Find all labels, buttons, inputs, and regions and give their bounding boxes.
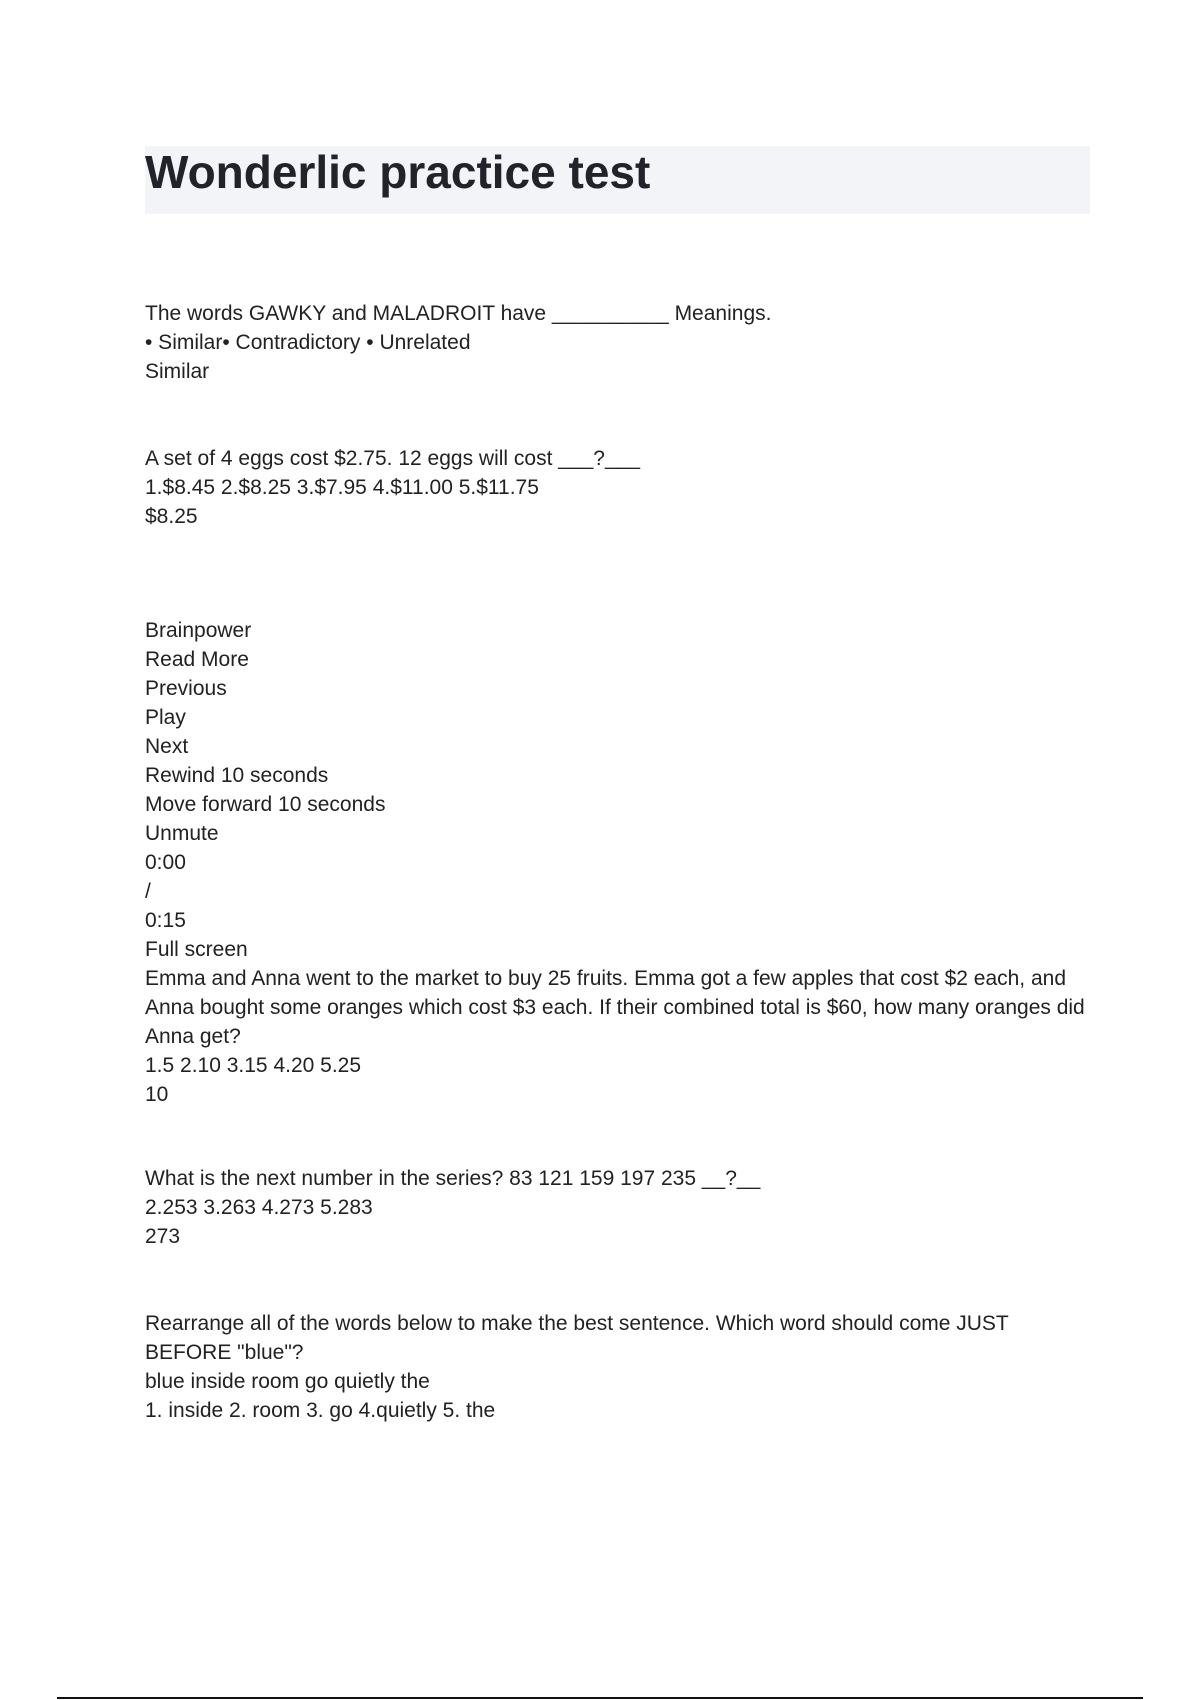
question-3-options: 1.5 2.10 3.15 4.20 5.25 (145, 1054, 362, 1077)
question-3-answer: 10 (145, 1083, 169, 1106)
forward-button[interactable]: Move forward 10 seconds (145, 793, 386, 816)
next-button[interactable]: Next (145, 735, 189, 758)
fullscreen-button[interactable]: Full screen (145, 938, 248, 961)
player-brand: Brainpower (145, 619, 252, 642)
question-5-words: blue inside room go quietly the (145, 1370, 430, 1393)
question-2 (145, 444, 1085, 531)
current-time: 0:00 (145, 851, 186, 874)
read-more-link[interactable]: Read More (145, 648, 249, 671)
question-2-options: 1.$8.45 2.$8.25 3.$7.95 4.$11.00 5.$11.75 (145, 476, 539, 499)
question-2-answer: $8.25 (145, 505, 198, 528)
play-button[interactable]: Play (145, 706, 186, 729)
time-separator: / (145, 880, 151, 903)
question-1-text: The words GAWKY and MALADROIT have __________ Meanings. (145, 302, 772, 325)
title-banner (145, 146, 1090, 214)
duration: 0:15 (145, 909, 186, 932)
question-1 (145, 299, 1085, 386)
question-5-options: 1. inside 2. room 3. go 4.quietly 5. the (145, 1399, 496, 1422)
question-3 (145, 964, 1090, 1109)
unmute-button[interactable]: Unmute (145, 822, 219, 845)
question-4-text: What is the next number in the series? 83 121 159 197 235 __?__ (145, 1167, 761, 1190)
document-body (145, 299, 1090, 1425)
question-4-answer: 273 (145, 1225, 181, 1248)
previous-button[interactable]: Previous (145, 677, 227, 700)
question-2-text: A set of 4 eggs cost $2.75. 12 eggs will cost ___?___ (145, 447, 640, 470)
rewind-button[interactable]: Rewind 10 seconds (145, 764, 329, 787)
footer-divider (57, 1697, 1143, 1699)
page-title: Wonderlic practice test (145, 146, 651, 198)
question-1-answer: Similar (145, 360, 210, 383)
video-player-text (145, 616, 1085, 964)
question-1-options: • Similar• Contradictory • Unrelated (145, 331, 471, 354)
question-3-text: Emma and Anna went to the market to buy 25 fruits. Emma got a few apples that cost $2 each, and Anna bought some oranges which cost $3 each. If their combined total is $60, how many oranges did Anna get? (145, 967, 1090, 1048)
question-4 (145, 1164, 1085, 1251)
question-4-options: 2.253 3.263 4.273 5.283 (145, 1196, 373, 1219)
question-5-text: Rearrange all of the words below to make the best sentence. Which word should come JUST BEFORE "blue"? (145, 1312, 1015, 1364)
question-5 (145, 1309, 1085, 1425)
